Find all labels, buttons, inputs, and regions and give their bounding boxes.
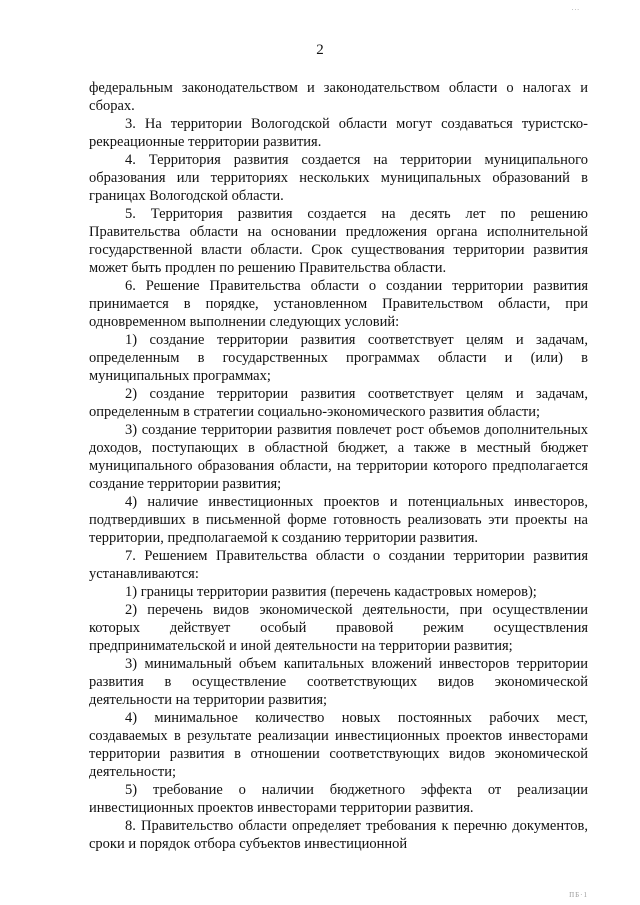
subitem-6-4: 4) наличие инвестиционных проектов и потенциальных инвесторов, подтвердивших в письменной форме готовность реализовать эти проекты на территории, предполагаемой к созданию территории развития. [89, 494, 588, 546]
paragraph-item-4: 4. Территория развития создается на территории муниципального образования или территориях нескольких муниципальных образований в границах Вологодской области. [89, 152, 588, 204]
subitem-7-4: 4) минимальное количество новых постоянных рабочих мест, создаваемых в результате реализации инвестиционных проектов инвесторами территории развития в отношении соответствующих видов экономической деятельности; [89, 710, 588, 780]
subitem-7-2: 2) перечень видов экономической деятельности, при осуществлении которых действует особый правовой режим осуществления предпринимательской и иной деятельности на территории развития; [89, 602, 588, 654]
paragraph-item-5: 5. Территория развития создается на десять лет по решению Правительства области на основании предложения органа исполнительной государственной власти области. Срок существования территории развития может быть продлен по решению Правительства области. [89, 206, 588, 276]
subitem-7-3: 3) минимальный объем капитальных вложений инвесторов территории развития в осуществление соответствующих видов экономической деятельности на территории развития; [89, 656, 588, 708]
paragraph-item-8: 8. Правительство области определяет требования к перечню документов, сроки и порядок отбора субъектов инвестиционной [89, 818, 588, 852]
page-number: 2 [316, 42, 324, 58]
subitem-6-2: 2) создание территории развития соответствует целям и задачам, определенным в стратегии социально-экономического развития области; [89, 386, 588, 420]
document-body [89, 79, 588, 853]
subitem-7-1: 1) границы территории развития (перечень кадастровых номеров); [125, 584, 537, 600]
paragraph-item-3: 3. На территории Вологодской области могут создаваться туристско-рекреационные территории развития. [89, 116, 588, 150]
paragraph-continuation: федеральным законодательством и законодательством области о налогах и сборах. [89, 80, 588, 114]
paragraph-item-7: 7. Решением Правительства области о создании территории развития устанавливаются: [89, 548, 588, 582]
scan-mark-top: ... [571, 4, 580, 12]
scan-mark-bottom: ПБ·1 [569, 891, 588, 899]
subitem-6-1: 1) создание территории развития соответствует целям и задачам, определенным в государственных программах области и (или) в муниципальных программах; [89, 332, 588, 384]
subitem-7-5: 5) требование о наличии бюджетного эффекта от реализации инвестиционных проектов инвесторами территории развития. [89, 782, 588, 816]
paragraph-item-6: 6. Решение Правительства области о создании территории развития принимается в порядке, установленном Правительством области, при одновременном выполнении следующих условий: [89, 278, 588, 330]
subitem-6-3: 3) создание территории развития повлечет рост объемов дополнительных доходов, поступающих в областной бюджет, а также в местный бюджет муниципального образования области, на территории которого предполагается создание территории развития; [89, 422, 588, 492]
